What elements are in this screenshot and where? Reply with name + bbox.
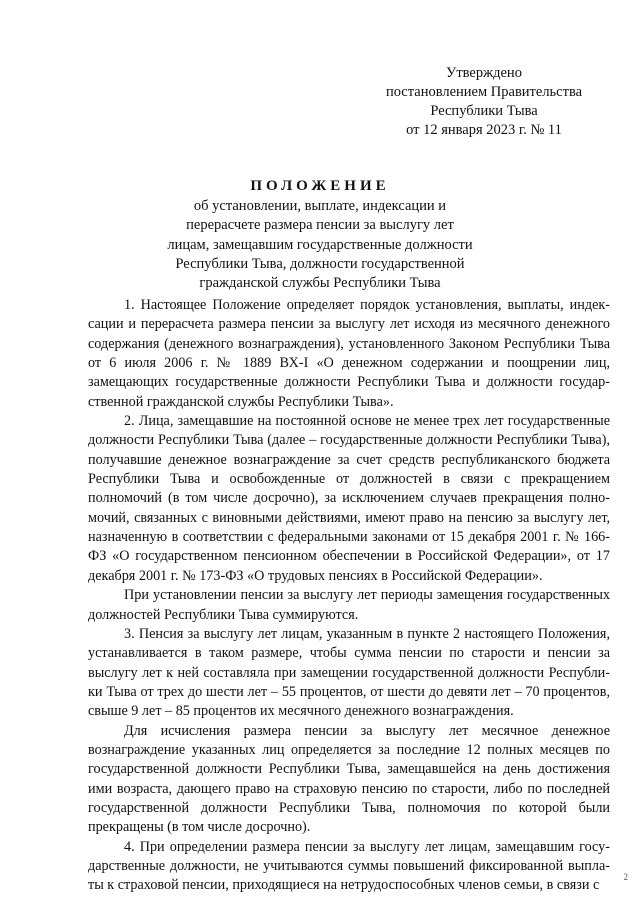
approval-line-date: от 12 января 2023 г. № 11 <box>406 122 562 138</box>
subtitle-line: гражданской службы Республики Тыва <box>199 275 441 292</box>
paragraph-2: 2. Лица, замещавшие на постоянной основе не менее трех лет государственные должности Республики Тыва (далее – государственные должности Республики Тыва), получавшие денежное вознаграждение за счет средств республиканского бюджета Республики Тыва и освобожденные от должностей в связи с прекращением полномочий (в том числе досрочно), за исключением случаев прекращения полномочий, связанных с виновными действиями, имеют право на пенсию за выслугу лет, назначенную в соответствии с федеральными законами от 15 декабря 2001 г. № 166-ФЗ «О государственном пенсионном обеспечении в Российской Федерации», от 17 декабря 2001 г. № 173-ФЗ «О трудовых пенсиях в Российской Федерации». <box>88 413 610 584</box>
paragraph-1: 1. Настоящее Положение определяет порядок установления, выплаты, индексации и перерасчета размера пенсии за выслугу лет исходя из месячного денежного содержания (денежного вознаграждения), установленного Законом Республики Тыва от 6 июля 2006 г. № 1889 ВХ-I «О денежном содержании и поощрении лиц, замещающих государственные должности Республики Тыва и должности государственной гражданской службы Республики Тыва». <box>88 297 610 410</box>
subtitle-line: об установлении, выплате, индексации и <box>193 198 447 214</box>
subtitle-line: лицам, замещавшим государственные должности <box>167 236 473 253</box>
document-subtitle <box>120 197 520 293</box>
paragraph-4: 4. При определении размера пенсии за выслугу лет лицам, замещавшим государственные должности, не учитываются суммы повышений фиксированной выплаты к страховой пенсии, приходящиеся на нетрудоспособных членов семьи, в связи с <box>88 838 610 894</box>
subtitle-line: перерасчете размера пенсии за выслугу лет <box>186 217 454 234</box>
approval-line-approved: Утверждено <box>446 65 522 81</box>
paragraph-3-continued: Для исчисления размера пенсии за выслугу лет месячное денежное вознаграждение указанных лиц определяется за последние 12 полных месяцев по государственной должности Республики Тыва, замещавшейся на день достижения ими возраста, дающего право на страховую пенсию по старости, либо по последней государственной должности Республики Тыва, полномочия по которой были прекращены (в том числе досрочно). <box>88 722 610 836</box>
document-title: ПОЛОЖЕНИЕ <box>250 178 390 194</box>
margin-mark: 2 <box>623 872 628 882</box>
approval-line-decree: постановлением Правительства <box>385 84 583 100</box>
subtitle-line: Республики Тыва, должности государственной <box>175 255 465 272</box>
document-body <box>88 296 610 896</box>
approval-block <box>378 64 590 140</box>
paragraph-2-continued: При установлении пенсии за выслугу лет периоды замещения государственных должностей Республики Тыва суммируются. <box>88 587 610 623</box>
approval-line-republic: Республики Тыва <box>430 103 538 119</box>
paragraph-3: 3. Пенсия за выслугу лет лицам, указанным в пункте 2 настоящего Положения, устанавливается в таком размере, чтобы сумма пенсии по старости и пенсии за выслугу лет к ней составляла при замещении государственной должности Республики Тыва от трех до шести лет – 55 процентов, от шести до девяти лет – 70 процентов, свыше 9 лет – 85 процентов их месячного денежного вознаграждения. <box>88 625 610 720</box>
